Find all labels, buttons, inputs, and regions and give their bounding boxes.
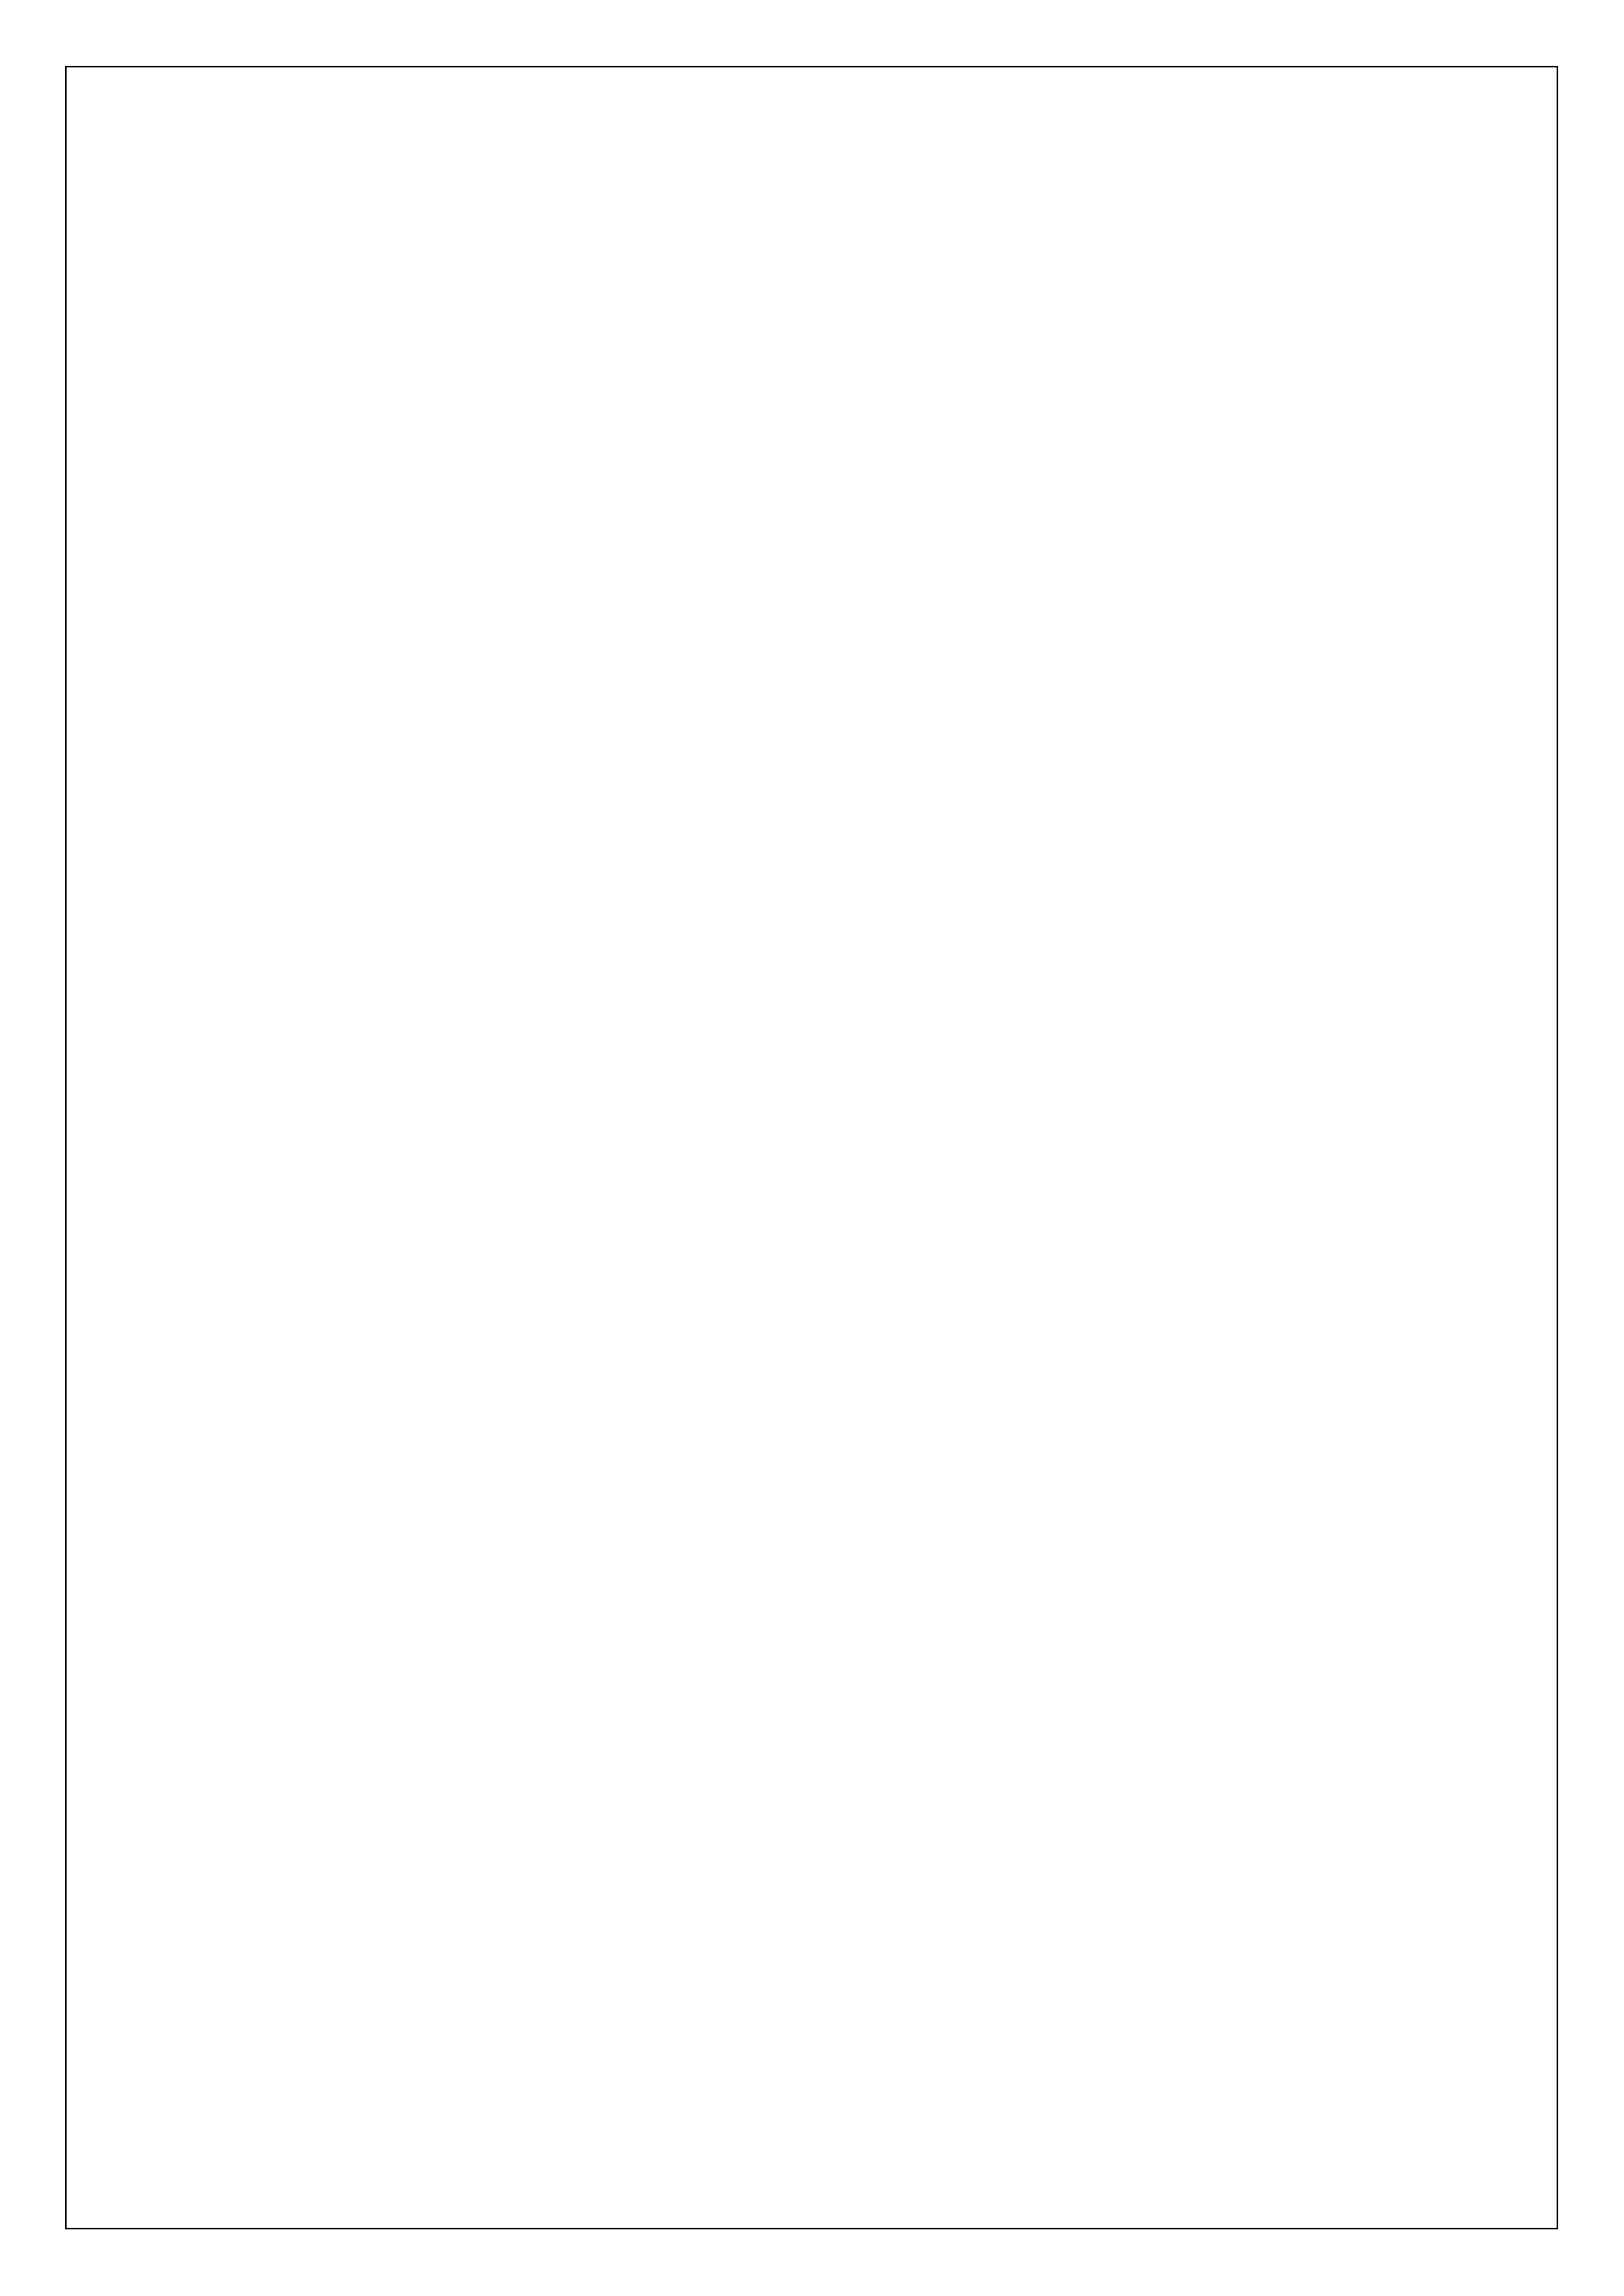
page-border	[65, 66, 1558, 2229]
page-content	[86, 144, 1509, 182]
